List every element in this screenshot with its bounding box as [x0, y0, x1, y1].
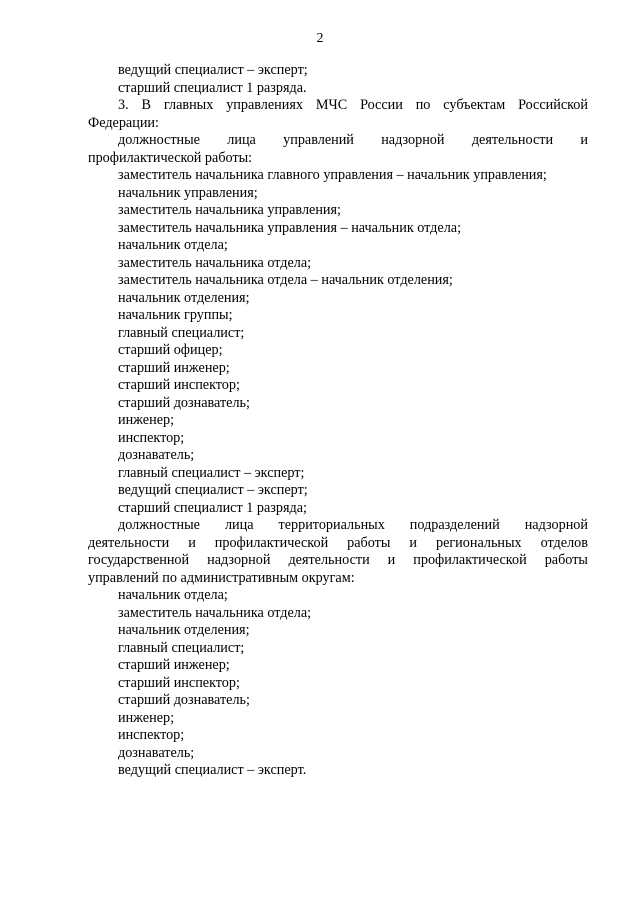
paragraph-line [88, 535, 588, 553]
list-item: главный специалист – эксперт; [118, 464, 305, 481]
list-item: ведущий специалист – эксперт. [118, 762, 307, 778]
list-item: старший инспектор; [118, 377, 240, 393]
list-item: старший дознаватель; [118, 692, 250, 708]
word: деятельности [88, 534, 170, 551]
word: надзорной [524, 517, 588, 533]
word: В [141, 97, 151, 113]
text-line: управлений по административным округам: [88, 569, 355, 586]
list-item: заместитель начальника управления – начальник отдела; [118, 219, 462, 236]
word: и [387, 552, 396, 568]
word: главных [163, 97, 214, 113]
list-item: начальник отделения; [118, 622, 250, 638]
word: деятельности [471, 132, 554, 148]
text-line: профилактической работы: [88, 149, 253, 166]
paragraph-line [88, 552, 588, 570]
word: лица [227, 132, 256, 148]
list-item: старший офицер; [118, 342, 223, 358]
word: лица [224, 517, 254, 533]
list-item: старший инженер; [118, 359, 230, 376]
word: управлений [283, 132, 354, 148]
subsection-heading-line [88, 132, 588, 150]
word: региональных [435, 534, 522, 551]
word: отделов [540, 534, 588, 551]
list-item: главный специалист; [118, 324, 245, 341]
word: надзорной [207, 552, 271, 568]
word: деятельности [288, 552, 370, 568]
page-number: 2 [316, 31, 324, 46]
word: России [360, 97, 403, 113]
list-item: старший инженер; [118, 657, 230, 673]
list-item: начальник отдела; [118, 237, 228, 253]
list-item: заместитель начальника управления; [118, 202, 341, 218]
word: МЧС [315, 97, 348, 113]
list-item: инспектор; [118, 727, 185, 743]
word: и [580, 132, 588, 148]
word: управлениях [226, 97, 303, 113]
document-body [88, 62, 588, 780]
list-item: дознаватель; [118, 447, 195, 463]
word: профилактической [214, 534, 329, 551]
word: Российской [518, 97, 588, 113]
list-item: инспектор; [118, 429, 185, 446]
word: и [188, 534, 196, 551]
list-item: ведущий специалист – эксперт; [118, 482, 308, 498]
text-line: ведущий специалист – эксперт; [118, 62, 308, 78]
list-item: заместитель начальника главного управления – начальник управления; [118, 167, 547, 183]
word: 3. [118, 97, 129, 113]
word: субъектам [443, 97, 506, 113]
list-item: начальник управления; [118, 184, 258, 201]
text-line: старший специалист 1 разряда. [118, 79, 307, 96]
text-line: Федерации: [88, 114, 159, 131]
list-item: старший инспектор; [118, 674, 240, 691]
word: профилактической [413, 552, 527, 568]
word: должностные [118, 517, 200, 533]
list-item: дознаватель; [118, 744, 195, 761]
list-item: начальник группы; [118, 307, 233, 323]
word: территориальных [278, 517, 385, 533]
word: государственной [88, 552, 190, 568]
word: работы [347, 534, 391, 551]
list-item: начальник отделения; [118, 289, 250, 306]
list-item: начальник отдела; [118, 587, 228, 603]
word: подразделений [409, 517, 500, 533]
list-item: заместитель начальника отдела; [118, 254, 312, 271]
word: надзорной [381, 132, 445, 148]
word: и [409, 534, 417, 551]
word: работы [544, 552, 588, 568]
position-list-2 [88, 587, 588, 780]
list-item: инженер; [118, 412, 175, 428]
paragraph-line [88, 517, 588, 535]
position-list-1 [88, 167, 588, 517]
list-item: старший дознаватель; [118, 394, 250, 411]
list-item: главный специалист; [118, 639, 245, 656]
list-item: старший специалист 1 разряда; [118, 499, 307, 516]
list-item: инженер; [118, 709, 175, 726]
word: по [415, 97, 431, 113]
word: должностные [118, 132, 200, 148]
list-item: заместитель начальника отдела – начальник отделения; [118, 272, 453, 288]
list-item: заместитель начальника отдела; [118, 604, 312, 621]
section-3-heading-line [88, 97, 588, 115]
